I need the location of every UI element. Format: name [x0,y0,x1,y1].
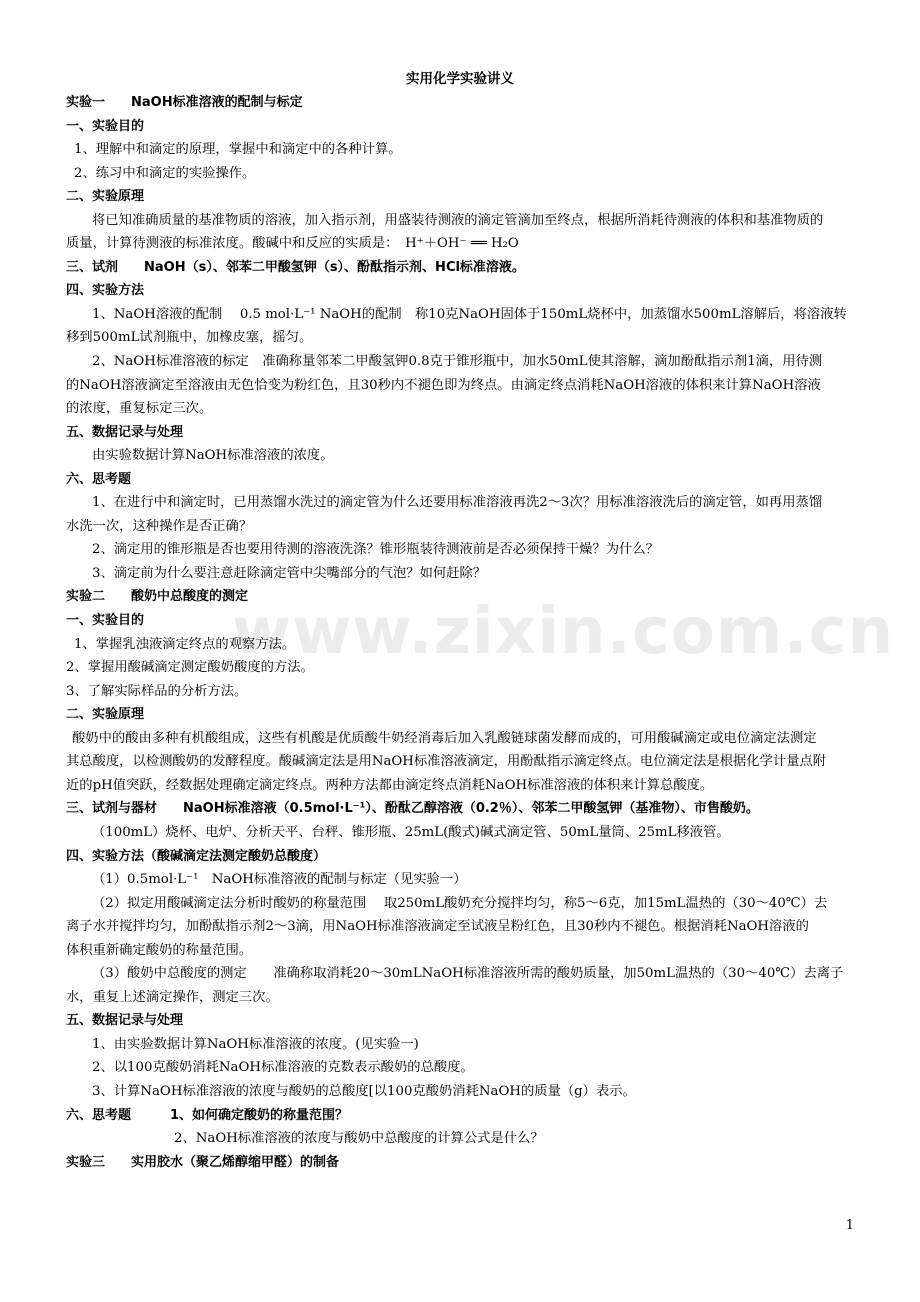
section-heading: 六、思考题 1、如何确定酸奶的称量范围？ [66,1107,349,1123]
text-line: 1、理解中和滴定的原理，掌握中和滴定中的各种计算。 [74,142,402,158]
text-line: 1、NaOH溶液的配制 0.5 mol·L⁻¹ NaOH的配制 称10克NaOH固体于150mL烧杯中，加蒸馏水500mL溶解后，将溶液转 [92,306,847,322]
text-line: 酸奶中的酸由多种有机酸组成，这些有机酸是优质酸牛奶经消毒后加入乳酸链球菌发酵而成的，可用酸碱滴定或电位滴定法测定 [72,730,817,746]
text-line: （2）拟定用酸碱滴定法分析时酸奶的称量范围 取250mL酸奶充分搅拌均匀，称5～6克，加15mL温热的（30～40℃）去 [92,895,828,911]
text-line: 1、掌握乳浊液滴定终点的观察方法。 [74,636,296,652]
section-heading: 四、实验方法 [66,283,145,299]
section-heading: 二、实验原理 [66,707,145,723]
text-line: 1、由实验数据计算NaOH标准溶液的浓度。(见实验一) [92,1036,419,1052]
text-line: 离子水并搅拌均匀，加酚酞指示剂2～3滴，用NaOH标准溶液滴定至试液呈粉红色，且30秒内不褪色。根据消耗NaOH溶液的 [66,919,809,935]
text-line: 2、掌握用酸碱滴定测定酸奶酸度的方法。 [66,660,314,676]
text-line: 水洗一次，这种操作是否正确？ [66,518,253,534]
text-line: （3）酸奶中总酸度的测定 准确称取消耗20～30mLNaOH标准溶液所需的酸奶质量，加50mL温热的（30～40℃）去离子 [92,966,844,982]
text-line: 的浓度，重复标定三次。 [66,401,213,417]
text-line: 2、练习中和滴定的实验操作。 [74,165,256,181]
text-line: 1、在进行中和滴定时，已用蒸馏水洗过的滴定管为什么还要用标准溶液再洗2～3次？用标准溶液洗后的滴定管，如再用蒸馏 [92,495,823,511]
text-line: （1）0.5mol·L⁻¹ NaOH标准溶液的配制与标定（见实验一） [92,872,467,888]
text-line: 3、了解实际样品的分析方法。 [66,683,248,699]
section-heading: 五、数据记录与处理 [66,424,184,440]
section-heading: 实验一 NaOH标准溶液的配制与标定 [66,95,303,110]
text-line: 体积重新确定酸奶的称量范围。 [66,942,253,958]
text-line: 2、NaOH标准溶液的浓度与酸奶中总酸度的计算公式是什么？ [174,1131,544,1147]
text-line: 2、以100克酸奶消耗NaOH标准溶液的克数表示酸奶的总酸度。 [92,1060,474,1076]
text-line: 2、滴定用的锥形瓶是否也要用待测的溶液洗涤？锥形瓶装待测液前是否必须保持干燥？为什么？ [92,542,659,558]
section-heading: 三、试剂 NaOH（s）、邻苯二甲酸氢钾（s）、酚酞指示剂、HCl标准溶液。 [66,259,525,275]
text-line: 移到500mL试剂瓶中，加橡皮塞，摇匀。 [66,330,313,346]
text-line: 水，重复上述滴定操作，测定三次。 [66,989,279,1005]
document-title: 实用化学实验讲义 [406,71,514,87]
document-body [66,91,895,1174]
section-heading: 实验三 实用胶水（聚乙烯醇缩甲醛）的制备 [66,1154,340,1170]
section-heading: 二、实验原理 [66,189,145,205]
section-heading: 实验二 酸奶中总酸度的测定 [66,589,249,605]
text-line: 3、计算NaOH标准溶液的浓度与酸奶的总酸度[以100克酸奶消耗NaOH的质量（g）表示。 [92,1083,636,1099]
section-heading: 一、实验目的 [66,613,145,629]
section-heading: 三、试剂与器材 NaOH标准溶液（0.5mol·L⁻¹）、酚酞乙醇溶液（0.2％）、邻苯二甲酸氢钾（基准物）、市售酸奶。 [66,801,759,817]
text-line: 将已知准确质量的基准物质的溶液，加入指示剂，用盛装待测液的滴定管滴加至终点，根据所消耗待测液的体积和基准物质的 [92,212,824,228]
text-line: 质量，计算待测液的标准浓度。酸碱中和反应的实质是： H⁺＋OH⁻ ══ H₂O [66,236,519,252]
watermark: www.zixin.com.cn [232,595,895,669]
section-heading: 五、数据记录与处理 [66,1013,184,1029]
text-line: 由实验数据计算NaOH标准溶液的浓度。 [92,448,334,464]
section-heading: 一、实验目的 [66,118,145,134]
page-number: 1 [845,1218,854,1233]
text-line: 3、滴定前为什么要注意赶除滴定管中尖嘴部分的气泡？如何赶除？ [92,565,487,581]
text-line: 近的pH值突跃，经数据处理确定滴定终点。两种方法都由滴定终点消耗NaOH标准溶液的体积来计算总酸度。 [66,777,714,793]
text-line: 其总酸度，以检测酸奶的发酵程度。酸碱滴定法是用NaOH标准溶液滴定，用酚酞指示滴定终点。电位滴定法是根据化学计量点附 [66,754,827,770]
text-line: （100mL）烧杯、电炉、分析天平、台秤、锥形瓶、25mL(酸式)碱式滴定管、50mL量筒、25mL移液管。 [92,824,730,840]
section-heading: 六、思考题 [66,471,132,487]
text-line: 的NaOH溶液滴定至溶液由无色恰变为粉红色，且30秒内不褪色即为终点。由滴定终点消耗NaOH溶液的体积来计算NaOH溶液 [66,377,821,393]
text-line: 2、NaOH标准溶液的标定 准确称量邻苯二甲酸氢钾0.8克于锥形瓶中，加水50mL使其溶解，滴加酚酞指示剂1滴，用待测 [92,354,823,370]
section-heading: 四、实验方法（酸碱滴定法测定酸奶总酸度） [66,848,327,864]
